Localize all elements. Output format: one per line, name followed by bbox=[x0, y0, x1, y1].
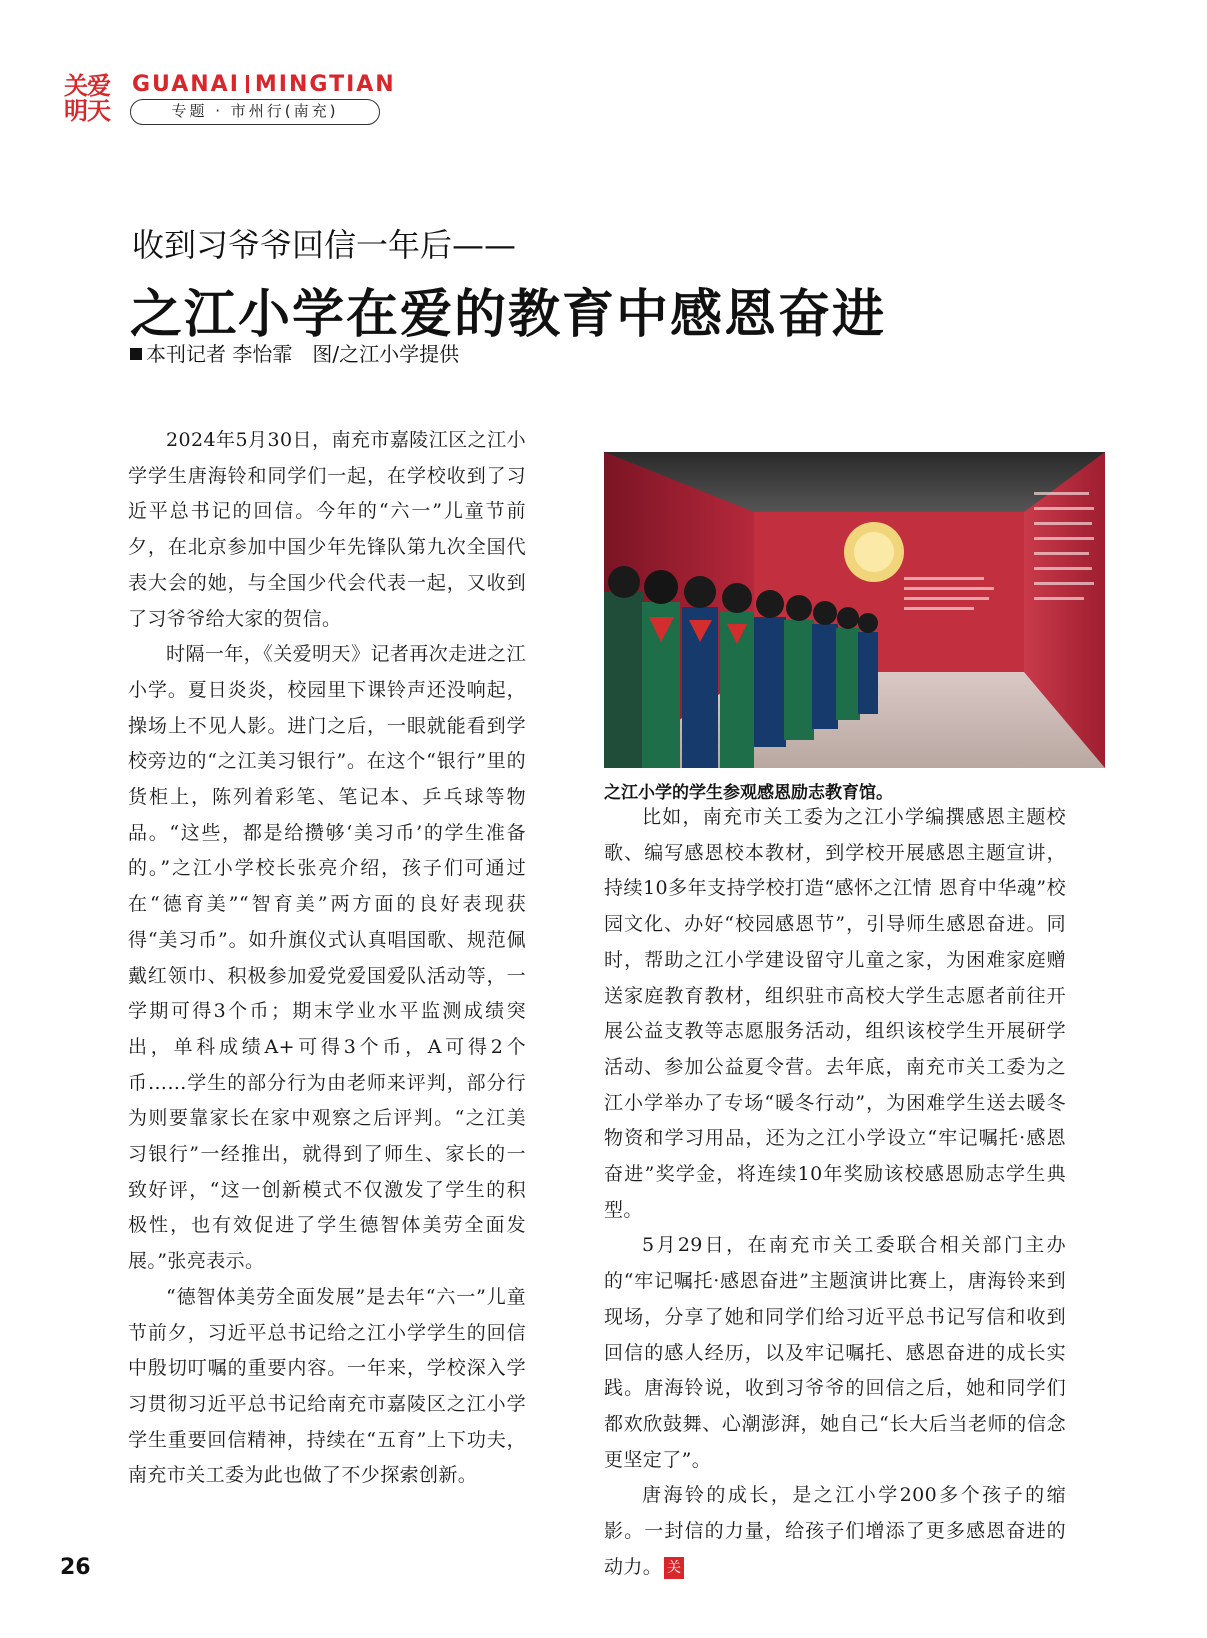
paragraph: 2024年5月30日，南充市嘉陵江区之江小学学生唐海铃和同学们一起，在学校收到了习近平总书记的回信。今年的“六一”儿童节前夕，在北京参加中国少年先锋队第九次全国代表大会的她，与全国少代会代表一起，又收到了习爷爷给大家的贺信。 bbox=[128, 429, 526, 630]
logo-pinyin-left: GUANAI bbox=[132, 72, 240, 97]
photo-illustration bbox=[604, 452, 1105, 768]
left-column bbox=[128, 423, 526, 1494]
article-byline bbox=[130, 338, 459, 367]
paragraph-text: 唐海铃的成长，是之江小学200多个孩子的缩影。一封信的力量，给孩子们增添了更多感恩奋进的动力。 bbox=[604, 1484, 1066, 1578]
section-label: 专题 · 市州行(南充) bbox=[130, 99, 380, 125]
article-title: 之江小学在爱的教育中感恩奋进 bbox=[130, 284, 887, 345]
byline-text: 本刊记者 李怡霏 图/之江小学提供 bbox=[146, 342, 460, 366]
photo-caption: 之江小学的学生参观感恩励志教育馆。 bbox=[604, 783, 893, 803]
logo-line-2: 明天 bbox=[64, 97, 110, 125]
article-kicker: 收到习爷爷回信一年后—— bbox=[132, 226, 517, 264]
right-column bbox=[604, 800, 1066, 1585]
byline-bullet bbox=[130, 348, 142, 360]
paragraph bbox=[604, 1478, 1066, 1585]
end-mark-icon: 关 bbox=[664, 1557, 684, 1579]
paragraph: “德智体美劳全面发展”是去年“六一”儿童节前夕，习近平总书记给之江小学学生的回信中殷切叮嘱的重要内容。一年来，学校深入学习贯彻习近平总书记给南充市嘉陵区之江小学学生重要回信精神，持续在“五育”上下功夫，南充市关工委为此也做了不少探索创新。 bbox=[128, 1285, 526, 1487]
logo-pinyin-right: MINGTIAN bbox=[254, 72, 396, 97]
magazine-logo-pinyin bbox=[132, 72, 396, 97]
page-number: 26 bbox=[60, 1555, 91, 1580]
logo-separator bbox=[246, 75, 249, 93]
logo-line-1: 关爱 bbox=[64, 72, 110, 100]
article-photo bbox=[604, 452, 1105, 768]
magazine-logo bbox=[64, 74, 120, 124]
paragraph: 比如，南充市关工委为之江小学编撰感恩主题校歌、编写感恩校本教材，到学校开展感恩主题宣讲，持续10多年支持学校打造“感怀之江情 恩育中华魂”校园文化、办好“校园感恩节”，引导师生感恩奋进。同时，帮助之江小学建设留守儿童之家，为困难家庭赠送家庭教育教材，组织驻市高校大学生志愿者前往开展公益支教等志愿服务活动，组织该校学生开展研学活动、参加公益夏令营。去年底，南充市关工委为之江小学举办了专场“暖冬行动”，为困难学生送去暖冬物资和学习用品，还为之江小学设立“牢记嘱托·感恩奋进”奖学金，将连续10年奖励该校感恩励志学生典型。 bbox=[604, 806, 1066, 1221]
paragraph: 时隔一年，《关爱明天》记者再次走进之江小学。夏日炎炎，校园里下课铃声还没响起，操场上不见人影。进门之后，一眼就能看到学校旁边的“之江美习银行”。在这个“银行”里的货柜上，陈列着彩笔、笔记本、乒乓球等物品。“这些，都是给攒够‘美习币’的学生准备的。”之江小学校长张亮介绍，孩子们可通过在“德育美”“智育美”两方面的良好表现获得“美习币”。如升旗仪式认真唱国歌、规范佩戴红领巾、积极参加爱党爱国爱队活动等，一学期可得3个币；期末学业水平监测成绩突出，单科成绩A+可得3个币，A可得2个币……学生的部分行为由老师来评判，部分行为则要靠家长在家中观察之后评判。“之江美习银行”一经推出，就得到了师生、家长的一致好评，“这一创新模式不仅激发了学生的积极性，也有效促进了学生德智体美劳全面发展。”张亮表示。 bbox=[128, 643, 526, 1273]
paragraph: 5月29日，在南充市关工委联合相关部门主办的“牢记嘱托·感恩奋进”主题演讲比赛上，唐海铃来到现场，分享了她和同学们给习近平总书记写信和收到回信的感人经历，以及牢记嘱托、感恩奋进的成长实践。唐海铃说，收到习爷爷的回信之后，她和同学们都欢欣鼓舞、心潮澎湃，她自己“长大后当老师的信念更坚定了”。 bbox=[604, 1234, 1066, 1471]
